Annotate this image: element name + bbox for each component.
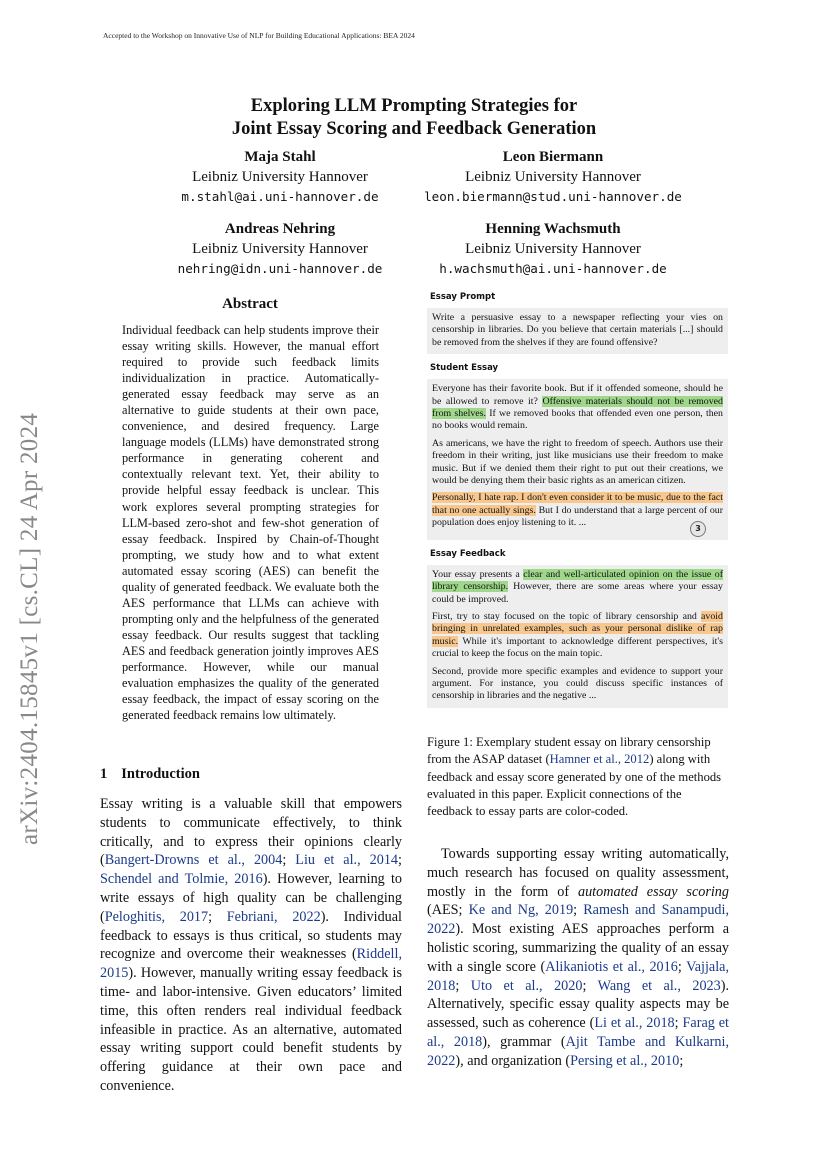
green-highlight: Offensive materials should not be removed from shelves. — [432, 395, 723, 420]
abstract-text: Individual feedback can help students improve their essay writing skills. However, the manual effort required to provide such feedback limits individualization in practice. Automatically-generated essay feedback may serve as an alternative to guide students at their own pace, convenience, and desired frequency. Large language models (LLMs) have demonstrated strong performance in generating coherent and contextually relevant text. Yet, their ability to provide helpful essay feedback is unclear. This work explores several prompting strategies for LLM-based zero-shot and few-shot generation of essay feedback. Inspired by Chain-of-Thought prompting, we study how and to what extent automated essay scoring (AES) can benefit the quality of generated feedback. We evaluate both the AES performance that LLMs can achieve with prompting only and the helpfulness of the generated essay feedback. Our results suggest that tackling AES and feedback generation jointly improves AES performance. However, while our manual evaluation emphasizes the quality of the generated essay feedback, the impact of essay scoring on the generated feedback remains low ultimately. — [122, 323, 379, 723]
emphasis-text: automated essay scoring — [577, 883, 729, 900]
citation-link[interactable]: Vajjala, 2018 — [427, 958, 729, 994]
author-block-stahl — [160, 148, 400, 207]
intro-text: ). However, manually writing essay feedback is time- and labor-intensive. Given educators’ limited time, this often renders real individual feedback infeasible in practice. As an alternative, automated essay writing support could benefit students by offering guidance at their own pace and convenience. — [100, 965, 402, 1094]
body-text: ), and organization ( — [455, 1052, 571, 1069]
body-text: ; — [679, 1052, 684, 1069]
body-text: ). Alternatively, specific essay quality aspects may be assessed, such as coherence ( — [427, 977, 730, 1032]
body-text: (AES; — [427, 902, 469, 919]
citation-link[interactable]: Wang et al., 2023 — [597, 977, 721, 994]
essay-prompt-label: Essay Prompt — [430, 292, 496, 302]
student-essay-label: Student Essay — [430, 363, 499, 374]
body-text: Towards supporting essay writing automatically, much research has focused on quality assessment, mostly in the form of — [427, 846, 729, 900]
author-name: Leon Biermann — [502, 149, 604, 165]
essay-paragraph-2: As americans, we have the right to freedom of speech. Authors use their freedom in their writing, just like musicians use their freedom to make music. But if we denied them their right to put out their creations, we would be denying them their basic rights as an american citizen. — [432, 437, 723, 487]
intro-text: ; — [208, 908, 227, 925]
essay-paragraph-3 — [432, 492, 723, 529]
feedback-text: While it's important to acknowledge different perspectives, it's crucial to keep the focus on the main topic. — [432, 635, 723, 660]
essay-text: If we removed books that offended even one person, then no books would remain. — [432, 408, 723, 432]
author-email[interactable]: m.stahl@ai.uni-hannover.de — [181, 189, 379, 204]
orange-highlight: Personally, I hate rap. I don't even consider it to be music, due to the fact that no one actually sings. — [432, 492, 723, 516]
author-email[interactable]: nehring@idn.uni-hannover.de — [177, 261, 383, 276]
citation-link[interactable]: Persing et al., 2010 — [570, 1052, 680, 1069]
score-badge-icon: 3 — [690, 521, 706, 537]
intro-text: ; — [282, 852, 296, 869]
author-affiliation: Leibniz University Hannover — [465, 168, 641, 185]
citation-link[interactable]: Liu et al., 2014 — [295, 852, 399, 869]
author-name: Andreas Nehring — [224, 221, 336, 237]
arxiv-identifier-margin — [16, 365, 56, 845]
title-line-2: Joint Essay Scoring and Feedback Generation — [231, 119, 597, 139]
body-text: ; — [573, 902, 584, 919]
essay-feedback-box — [427, 565, 728, 708]
figure-1 — [427, 292, 728, 717]
caption-text: Figure 1: Exemplary student essay on library censorship from the ASAP dataset ( — [427, 735, 711, 767]
orange-highlight: avoid bringing in unrelated examples, such as your personal dislike of rap music. — [432, 610, 723, 647]
essay-prompt-box — [427, 308, 728, 354]
citation-link[interactable]: Ke and Ng, 2019 — [468, 902, 574, 919]
body-paragraph-right — [427, 845, 729, 1071]
feedback-paragraph-1 — [432, 569, 723, 606]
abstract-heading: Abstract — [222, 296, 278, 312]
title-line-1: Exploring LLM Prompting Strategies for — [250, 96, 578, 116]
citation-link[interactable]: Bangert-Drowns et al., 2004 — [104, 852, 283, 869]
citation-link[interactable]: Farag et al., 2018 — [427, 1015, 729, 1050]
student-essay-box — [427, 379, 728, 539]
citation-link[interactable]: Uto et al., 2020 — [470, 977, 583, 994]
author-block-nehring — [160, 220, 400, 279]
intro-text: Essay writing is a valuable skill that empowers students to communicate effectively, to think critically, and to express their opinions clearly ( — [100, 796, 402, 869]
author-block-wachsmuth — [412, 220, 694, 279]
author-block-biermann — [400, 148, 706, 207]
author-name: Henning Wachsmuth — [485, 221, 621, 237]
feedback-text: Your essay presents a — [432, 568, 524, 580]
body-text: ), grammar ( — [482, 1033, 566, 1050]
body-text: ). Most existing AES approaches perform a holistic scoring, summarizing the quality of an essay with a single score ( — [427, 921, 729, 975]
essay-text: But I do understand that a large percent of our population does enjoy listening to it. ... — [432, 504, 724, 529]
intro-text: ; — [398, 852, 402, 869]
section-heading-introduction — [100, 766, 200, 783]
introduction-paragraph — [100, 795, 402, 1096]
section-title: Introduction — [121, 766, 200, 782]
paper-title — [100, 95, 728, 141]
citation-link[interactable]: Ramesh and Sanampudi, 2022 — [427, 902, 729, 938]
figure-caption — [427, 734, 729, 820]
author-email[interactable]: leon.biermann@stud.uni-hannover.de — [424, 189, 682, 204]
feedback-text: However, there are some areas where your essay could be improved. — [432, 581, 723, 605]
feedback-text: First, try to stay focused on the topic of library censorship and — [432, 610, 702, 622]
intro-text: ). However, learning to write essays of high quality can be challenging ( — [100, 871, 402, 925]
author-email[interactable]: h.wachsmuth@ai.uni-hannover.de — [439, 261, 667, 276]
essay-prompt-text: Write a persuasive essay to a newspaper reflecting your vies on censorship in libraries. Do you believe that certain materials [...] should be removed from the shelves if they are found offensive? — [432, 312, 723, 348]
citation-link[interactable]: Ajit Tambe and Kulkarni, 2022 — [427, 1033, 729, 1069]
caption-text: ) along with feedback and essay score generated by one of the methods evaluated in this paper. Explicit connections of the feedback to essay parts are color-coded. — [427, 752, 722, 819]
author-name: Maja Stahl — [244, 149, 316, 165]
citation-link[interactable]: Riddell, 2015 — [100, 946, 402, 982]
author-affiliation: Leibniz University Hannover — [192, 240, 368, 257]
citation-link[interactable]: Li et al., 2018 — [594, 1015, 675, 1032]
intro-text: ). Individual feedback to essays is thus critical, so students may recognize and overcome their weaknesses ( — [100, 908, 402, 963]
citation-link[interactable]: Alikaniotis et al., 2016 — [545, 958, 678, 975]
body-text: ; — [582, 977, 598, 994]
essay-text: Everyone has their favorite book. But if it offended someone, should he be allowed to remove it? — [432, 383, 723, 407]
essay-feedback-label: Essay Feedback — [430, 548, 506, 559]
green-highlight: clear and well-articulated opinion on the issue of library censorship. — [432, 568, 723, 593]
citation-link[interactable]: Schendel and Tolmie, 2016 — [100, 871, 263, 888]
essay-paragraph-1 — [432, 383, 723, 433]
feedback-paragraph-2 — [432, 611, 723, 661]
section-number: 1 — [100, 766, 108, 782]
body-text: ; — [674, 1015, 683, 1032]
feedback-paragraph-3: Second, provide more specific examples and evidence to support your argument. For instance, you could discuss specific instances of censorship in libraries and the negative ... — [432, 665, 723, 702]
conference-note: Accepted to the Workshop on Innovative Use of NLP for Building Educational Applications: BEA 2024 — [103, 31, 415, 40]
author-affiliation: Leibniz University Hannover — [465, 240, 641, 257]
body-text: ; — [677, 958, 687, 975]
arxiv-identifier[interactable]: arXiv:2404.15845v1 [cs.CL] 24 Apr 2024 — [16, 412, 43, 845]
citation-link[interactable]: Hamner et al., 2012 — [549, 752, 650, 767]
author-affiliation: Leibniz University Hannover — [192, 168, 368, 185]
citation-link[interactable]: Peloghitis, 2017 — [104, 908, 209, 925]
citation-link[interactable]: Febriani, 2022 — [226, 908, 321, 925]
body-text: ; — [455, 977, 471, 994]
